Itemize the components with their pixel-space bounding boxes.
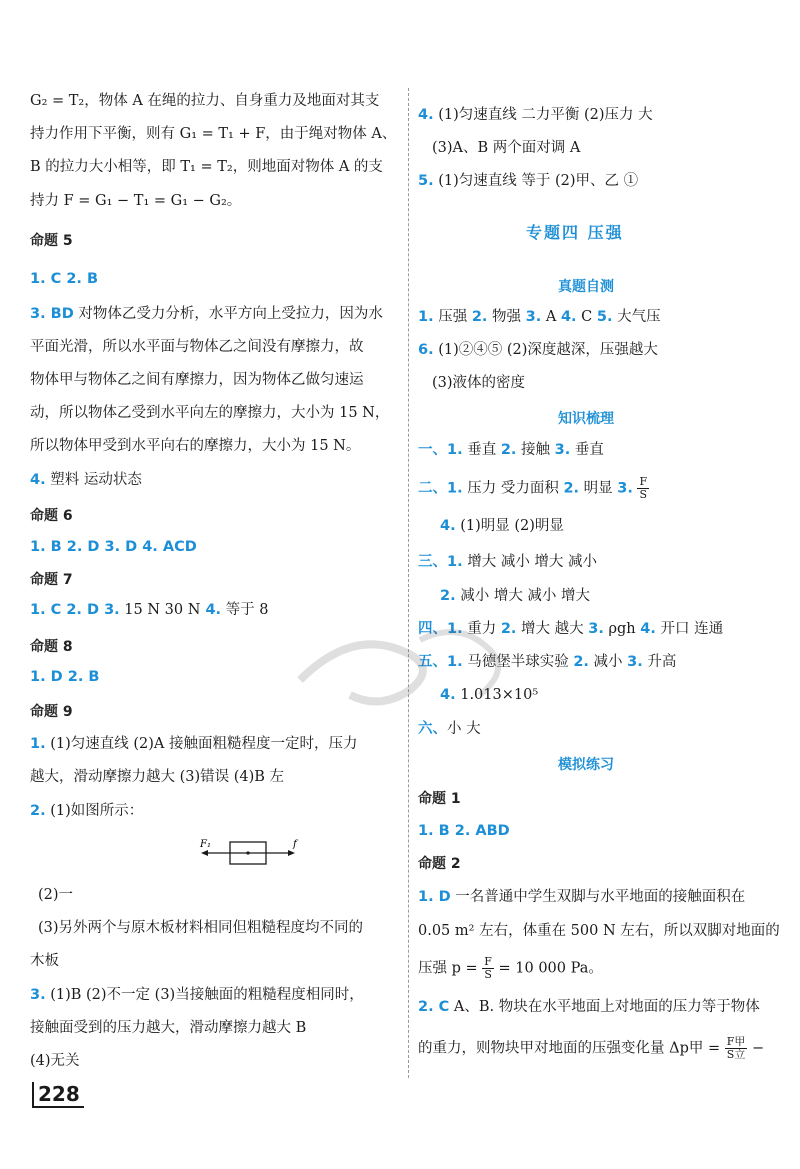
answer-number: 四、1.	[418, 621, 463, 637]
text-line: 越大，滑动摩擦力越大 (3)错误 (4)B 左	[30, 769, 285, 785]
fraction-f-over-s	[725, 1036, 748, 1061]
text-line: 平面光滑，所以水平面与物体乙之间没有摩擦力，故	[30, 339, 364, 355]
answer-number: 1. B 2. D 3. D 4. ACD	[30, 539, 197, 555]
answer-text: 开口 连通	[655, 621, 724, 637]
answer-text: 对物体乙受力分析，水平方向上受拉力，因为水	[73, 306, 383, 322]
answer-text: 马德堡半球实验	[462, 654, 574, 670]
heading-mingti-2: 命题 2	[418, 856, 461, 872]
force-label-f: f	[293, 839, 297, 850]
answer-text: A、B. 物块在水平地面上对地面的压力等于物体	[449, 999, 760, 1015]
answer-line	[418, 651, 676, 673]
text-line: 木板	[30, 953, 59, 969]
text-line: 接触面受到的压力越大，滑动摩擦力越大 B	[30, 1020, 307, 1036]
answer-number: 3.	[588, 621, 604, 637]
answer-text: 物强	[487, 309, 526, 325]
answer-text: 重力	[462, 621, 501, 637]
answer-line	[30, 469, 142, 491]
text-line: 所以物体甲受到水平向右的摩擦力，大小为 15 N。	[30, 438, 361, 454]
answer-text: 1.013×10⁵	[455, 687, 539, 703]
answer-number: 2.	[573, 654, 589, 670]
answer-line	[440, 684, 538, 706]
answer-text: 大气压	[612, 309, 661, 325]
text-line: (3)液体的密度	[432, 375, 526, 391]
answer-line	[418, 551, 597, 573]
answer-line	[30, 666, 99, 688]
answer-number: 1. C 2. D 3.	[30, 602, 120, 618]
answer-number: 3.	[617, 480, 633, 497]
answer-number: 1.	[30, 736, 46, 752]
fraction-numerator: F	[639, 475, 648, 488]
answer-number: 2. C	[418, 999, 450, 1015]
text-line: (3)A、B 两个面对调 A	[432, 140, 581, 156]
watermark-stroke	[300, 644, 423, 701]
answer-number: 4.	[560, 309, 577, 325]
subsection-title-zhishi: 知识梳理	[558, 411, 614, 427]
answer-number: 4.	[440, 687, 456, 703]
text-line: G₂ = T₂，物体 A 在绳的拉力、自身重力及地面对其支	[30, 93, 380, 109]
answer-text: (1)匀速直线 等于 (2)甲、乙 ①	[433, 173, 639, 189]
arrow-right-head	[288, 850, 295, 856]
answer-line	[30, 599, 269, 621]
answer-line	[418, 996, 760, 1018]
heading-mingti-6: 命题 6	[30, 508, 73, 524]
arrow-left-head	[201, 850, 208, 856]
answer-text: (1)明显 (2)明显	[455, 518, 564, 534]
answer-number: 3.	[30, 987, 46, 1003]
answer-number: 六、	[418, 721, 447, 737]
answer-number: 4.	[30, 472, 46, 488]
answer-text: 小 大	[447, 721, 481, 737]
answer-number: 2.	[500, 442, 517, 458]
heading-mingti-8: 命题 8	[30, 639, 73, 655]
subsection-title-zhenti: 真题自测	[558, 279, 614, 295]
answer-text: ρgh	[603, 621, 641, 637]
answer-text: C	[576, 309, 597, 325]
fraction-denominator: S	[484, 968, 492, 981]
text-line: (4)无关	[30, 1053, 80, 1069]
answer-number: 2.	[471, 309, 488, 325]
answer-line	[418, 820, 510, 842]
answer-line	[30, 984, 364, 1006]
answer-text: 垂直	[570, 442, 604, 458]
answer-line	[30, 536, 197, 558]
section-title: 专题四 压强	[526, 223, 624, 242]
answer-text: 等于 8	[221, 602, 269, 618]
answer-line	[418, 476, 649, 501]
answer-line	[418, 170, 638, 192]
answer-text: 明显	[579, 480, 618, 497]
answer-text: 减小	[588, 654, 628, 670]
text-line: 动，所以物体乙受到水平向左的摩擦力，大小为 15 N，	[30, 405, 390, 421]
heading-mingti-9: 命题 9	[30, 704, 73, 720]
answer-number: 4.	[440, 518, 456, 534]
answer-number: 1. D	[418, 889, 451, 905]
fraction-denominator: S	[639, 488, 648, 501]
answer-number: 3.	[525, 309, 542, 325]
answer-text: (1)B (2)不一定 (3)当接触面的粗糙程度相同时，	[45, 987, 364, 1003]
subsection-title-moni: 模拟练习	[558, 757, 614, 773]
fraction-f-over-s	[637, 476, 649, 501]
answer-line	[418, 886, 745, 908]
answer-number: 五、1.	[418, 654, 463, 670]
answer-number: 5.	[418, 173, 434, 189]
answer-number: 三、1.	[418, 554, 463, 570]
column-divider	[408, 88, 409, 1078]
answer-line	[30, 303, 383, 325]
answer-text: 增大 减小 增大 减小	[462, 554, 598, 570]
answer-line	[418, 104, 653, 126]
answer-text: 升高	[642, 654, 677, 670]
answer-line	[30, 268, 98, 290]
answer-text: 一名普通中学生双脚与水平地面的接触面积在	[450, 889, 746, 905]
answer-text: 垂直	[462, 442, 501, 458]
answer-number: 4.	[418, 107, 434, 123]
answer-text: A	[541, 309, 561, 325]
force-diagram	[195, 835, 305, 875]
fraction-numerator: F甲	[726, 1035, 746, 1048]
answer-number: 二、1.	[418, 480, 463, 497]
answer-number: 一、1.	[418, 442, 463, 458]
answer-text: 塑料 运动状态	[45, 472, 142, 488]
answer-text: 增大 越大	[516, 621, 589, 637]
answer-number: 2.	[30, 803, 46, 819]
text-line: 持力 F = G₁ − T₁ = G₁ − G₂。	[30, 193, 242, 209]
answer-number: 2.	[563, 480, 580, 497]
force-label-f1: F₁	[200, 839, 211, 850]
answer-text: 15 N 30 N	[119, 602, 201, 618]
answer-line	[440, 585, 590, 607]
answer-line	[30, 733, 358, 755]
answer-line	[440, 515, 564, 537]
answer-text: (1)匀速直线 二力平衡 (2)压力 大	[433, 107, 653, 123]
answer-number: 4.	[200, 602, 222, 618]
text-line: B 的拉力大小相等，即 T₁ = T₂，则地面对物体 A 的支	[30, 159, 383, 175]
text-line: 0.05 m² 左右，体重在 500 N 左右，所以双脚对地面的	[418, 923, 780, 939]
answer-text: (1)如图所示：	[45, 803, 144, 819]
text-line: (2)一	[38, 887, 74, 903]
answer-number: 1. B 2. ABD	[418, 823, 510, 839]
formula-line	[418, 956, 603, 981]
answer-line	[30, 800, 143, 822]
answer-line	[418, 306, 661, 328]
answer-text: 减小 增大 减小 增大	[455, 588, 591, 604]
answer-number: 1. D 2. B	[30, 669, 100, 685]
heading-mingti-5: 命题 5	[30, 233, 73, 249]
answer-line	[418, 439, 604, 461]
answer-number: 1.	[418, 309, 434, 325]
answer-text: (1)②④⑤ (2)深度越深，压强越大	[433, 342, 658, 358]
formula-line	[418, 1036, 764, 1061]
formula-text: 的重力，则物块甲对地面的压强变化量 Δp甲 =	[418, 1040, 725, 1057]
heading-mingti-1: 命题 1	[418, 791, 461, 807]
formula-text: 压强 p =	[418, 960, 483, 977]
answer-number: 6.	[418, 342, 434, 358]
answer-number: 4.	[640, 621, 656, 637]
answer-number: 3.	[554, 442, 571, 458]
fraction-denominator: S立	[726, 1048, 746, 1061]
page-number: 228	[32, 1082, 84, 1108]
formula-text: −	[747, 1040, 765, 1057]
formula-text: = 10 000 Pa。	[493, 960, 603, 977]
answer-number: 2.	[440, 588, 456, 604]
answer-number: 2.	[500, 621, 517, 637]
answer-number: 5.	[596, 309, 613, 325]
text-line: (3)另外两个与原木板材料相同但粗糙程度均不同的	[38, 920, 364, 936]
answer-line	[418, 339, 658, 361]
answer-text: 压强	[433, 309, 472, 325]
text-line: 物体甲与物体乙之间有摩擦力，因为物体乙做匀速运	[30, 372, 364, 388]
answer-number: 1. C 2. B	[30, 271, 99, 287]
fraction-f-over-s	[482, 956, 494, 981]
text-line: 持力作用下平衡，则有 G₁ = T₁ + F，由于绳对物体 A、	[30, 126, 397, 142]
answer-number: 3. BD	[30, 306, 74, 322]
heading-mingti-7: 命题 7	[30, 572, 73, 588]
answer-text: 压力 受力面积	[462, 480, 564, 497]
answer-text: (1)匀速直线 (2)A 接触面粗糙程度一定时，压力	[45, 736, 358, 752]
fraction-numerator: F	[484, 955, 492, 968]
answer-text: 接触	[516, 442, 555, 458]
answer-line	[418, 718, 481, 740]
answer-line	[418, 618, 723, 640]
answer-number: 3.	[627, 654, 643, 670]
